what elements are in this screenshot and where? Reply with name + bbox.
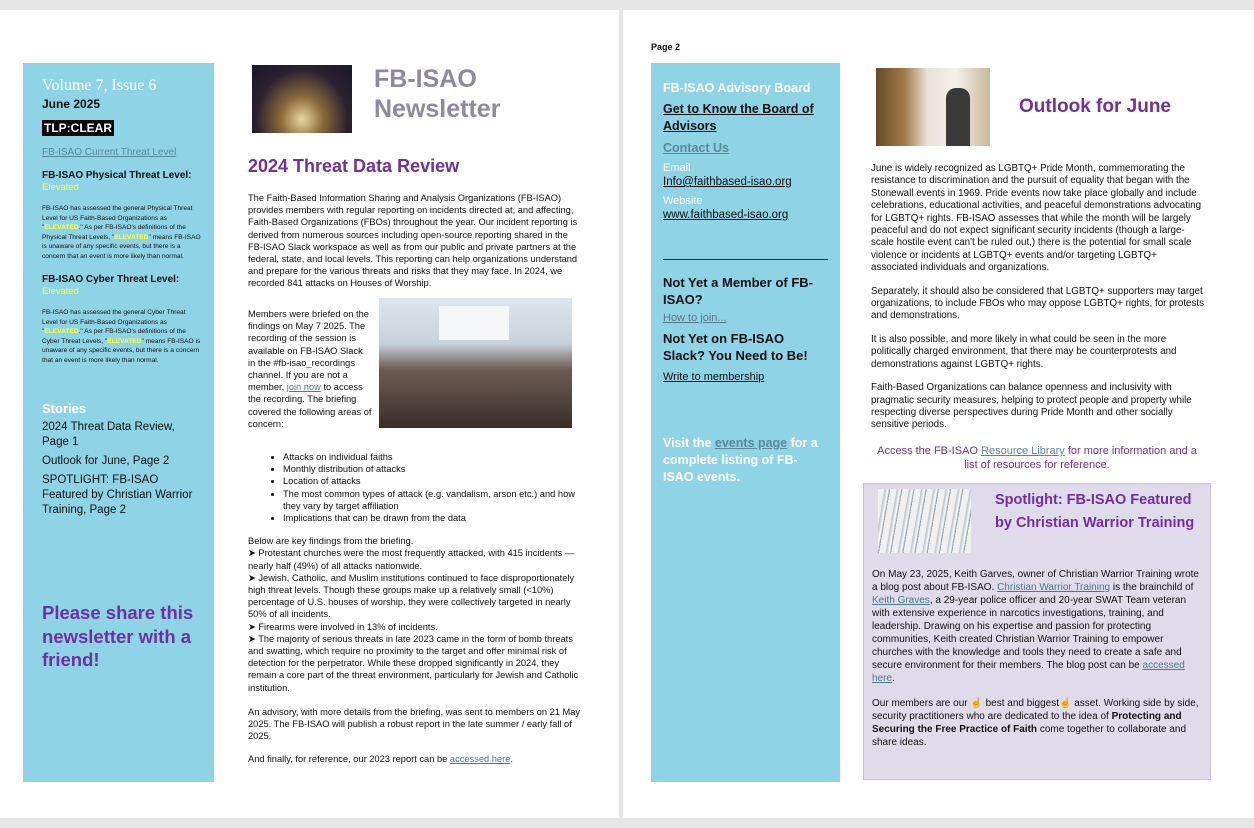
note-highlight: ELEVATED (107, 337, 142, 345)
newspapers-photo (878, 489, 971, 553)
note-highlight: ELEVATED (44, 328, 79, 335)
keith-graves-link[interactable]: Keith Graves (872, 595, 930, 606)
newsletter-page-1 (0, 10, 619, 818)
list-item: • Location of attacks (283, 475, 582, 487)
finally-text: And finally, for reference, our 2023 report can be (248, 754, 450, 765)
spotlight-text: . (892, 673, 895, 684)
note-text: " means FB-ISAO is unaware of any specific events, but there is a concern that an event is more likely than normal. (42, 233, 201, 260)
outlook-body (871, 163, 1205, 443)
spotlight-text: best and biggest (982, 698, 1059, 709)
briefing-text: Members were briefed on the findings on May 7 2025. The recording of the session is available on FB-ISAO Slack in the #fb-isao_recordings channel. If you are not a member, (248, 309, 369, 393)
article-title: 2024 Threat Data Review (248, 156, 460, 176)
outlook-paragraph: Faith-Based Organizations can balance openness and inclusivity with pragmatic security measures, helping to protect people and property while respecting diverse perspectives during Pride Month and other socially sensitive periods. (871, 382, 1192, 431)
resource-library-callout (871, 444, 1203, 472)
briefing-text: to access the recording. The briefing covered the following areas of concern: (248, 382, 372, 429)
volume-issue: Volume 7, Issue 6 (42, 77, 157, 94)
visit-events (663, 435, 828, 486)
page1-sidebar (23, 63, 214, 782)
page2-sidebar (651, 63, 840, 782)
sidebar-divider (663, 259, 828, 260)
finding-item: ➤ Protestant churches were the most frequently attacked, with 415 incidents — nearly half (49%) of all attacks nationwide. (248, 548, 575, 571)
finding-item: ➤ The majority of serious threats in late 2023 came in the form of bomb threats and swatting, which require no proximity to the target and offer minimal risk of detection for the perpetrator. While these dropped significantly in 2024, they remain a core part of the threat environment, particularly for Jewish and Catholic institution. (248, 633, 579, 693)
blog-accessed-here-link[interactable]: accessed here (872, 660, 1185, 684)
page-number: Page 2 (651, 42, 681, 52)
newsletter-page-2 (623, 10, 1254, 818)
spotlight-paragraph (872, 568, 1206, 685)
spotlight-text: is the brainchild of (1110, 582, 1194, 593)
tlp-badge: TLP:CLEAR (44, 121, 112, 135)
finally-text: . (510, 754, 513, 765)
christian-warrior-link[interactable]: Christian Warrior Training (997, 582, 1111, 593)
finally-paragraph (248, 753, 582, 765)
contact-link[interactable]: Contact Us (663, 141, 729, 155)
person-figure (946, 88, 970, 146)
outlook-paragraph: Separately, it should also be considered that LGBTQ+ supporters may target organizations, to include FBOs who may oppose LGBTQ+ rights, for protests and demonstrations. (871, 285, 1204, 322)
list-item: • Implications that can be drawn from the data (283, 512, 582, 524)
spotlight-paragraph (872, 697, 1206, 749)
note-text: FB-ISAO has assessed the general Cyber Threat Level for US Faith-Based Organizations as " (42, 309, 186, 335)
events-page-link[interactable]: events page (714, 436, 788, 450)
how-to-join-link[interactable]: How to join... (663, 312, 727, 324)
open-book-logo-image (252, 65, 352, 133)
spotlight-box (863, 483, 1211, 780)
share-callout: Please share this newsletter with a friend! (42, 602, 194, 670)
current-threat-link[interactable]: FB-ISAO Current Threat Level (42, 147, 177, 158)
presentation-screen (439, 306, 509, 340)
slack-heading: Not Yet on FB-ISAO Slack? You Need to Be! (663, 331, 808, 363)
outlook-paragraph: It is also possible, and more likely in what could be seen in the more politically charged environment, that there may be counterprotests and demonstrations against LGBTQ+ rights. (871, 333, 1177, 370)
note-text: ." As per FB-ISAO's definitions of the Cyber Threat Levels, " (42, 328, 186, 345)
logo-line: Newsletter (374, 95, 501, 123)
spotlight-title: Spotlight: FB-ISAO Featured by Christian Warrior Training (995, 492, 1195, 531)
list-item: • The most common types of attack (e.g. vandalism, arson etc.) and how they vary by target affiliation (283, 488, 582, 512)
finding-item: ➤ Jewish, Catholic, and Muslim institutions continued to face disproportionately high threat levels. Though these groups make up a relatively small (<10%) percentage of U.S. houses of worship, they were collectively targeted in nearly 50% of all incidents. (248, 572, 575, 620)
spotlight-text: On May 23, 2025, Keith Garves, owner of Christian Warrior Training wrote a blog post about FB-ISAO. (872, 569, 1199, 593)
accessed-here-link[interactable]: accessed here (449, 754, 511, 765)
note-highlight: ELEVATED (44, 224, 79, 231)
logo-line: FB-ISAO (374, 65, 477, 93)
join-now-link[interactable]: join now (286, 382, 321, 393)
email-link[interactable]: Info@faithbased-isao.org (663, 176, 792, 188)
concerns-list (248, 451, 582, 524)
website-label: Website (663, 195, 703, 207)
spotlight-body (872, 568, 1206, 761)
finding-item: ➤ Firearms were involved in 13% of incidents. (248, 621, 438, 632)
note-text: FB-ISAO has assessed the general Physical Threat Level for US Faith-Based Organizations as " (42, 205, 193, 231)
findings-intro: Below are key findings from the briefing. (248, 536, 414, 547)
newsletter-logo-text (374, 64, 500, 124)
meeting-photo (379, 298, 572, 428)
story-item: SPOTLIGHT: FB-ISAO Featured by Christian Warrior Training, Page 2 (42, 474, 193, 516)
list-item: • Attacks on individual faiths (283, 451, 582, 463)
article-intro (248, 192, 582, 301)
board-link[interactable]: Get to Know the Board of Advisors (663, 102, 814, 133)
access-text: Access the FB-ISAO (877, 445, 982, 457)
email-label: Email (663, 162, 691, 174)
advisory-board-heading: FB-ISAO Advisory Board (663, 81, 811, 95)
library-photo (876, 68, 990, 146)
spotlight-bold: Protecting and Securing the Free Practice of Faith (872, 711, 1182, 735)
note-text: ." As per FB-ISAO's definitions of the Physical Threat Levels, " (42, 224, 186, 241)
story-item: 2024 Threat Data Review, Page 1 (42, 421, 175, 448)
article-body (248, 451, 582, 777)
cyber-threat-heading: FB-ISAO Cyber Threat Level: (42, 274, 180, 285)
website-link[interactable]: www.faithbased-isao.org (663, 209, 789, 221)
list-item: • Monthly distribution of attacks (283, 463, 582, 475)
issue-date: June 2025 (42, 97, 101, 111)
hand-icon: ☝ (1059, 698, 1072, 709)
physical-threat-note (42, 204, 202, 261)
outlook-paragraph: June is widely recognized as LGBTQ+ Pride Month, commemorating the resistance to discrimination and the pursuit of equality that began with the Stonewall events in 1969. Pride events now take place globally and include celebrations, educational activities, and peaceful demonstrations advocating for LGBTQ+ rights. FB-ISAO assesses that while the month will be largely peaceful and do not expect significant security incidents (though a large-scale hostile event can't be ruled out,) there is the potential for small scale violence or incidents at LGBTQ+ events and/or targeting LGBTQ+ associated individuals and organizations. (871, 163, 1202, 274)
member-heading: Not Yet a Member of FB-ISAO? (663, 275, 814, 307)
outlook-title: Outlook for June (1019, 96, 1171, 117)
spotlight-text: asset. Working side by side, security practitioners who are dedicated to the idea of (872, 698, 1199, 722)
visit-text: Visit the (663, 436, 715, 450)
write-membership-link[interactable]: Write to membership (663, 371, 765, 383)
advisory-paragraph: An advisory, with more details from the briefing, was sent to members on 21 May 2025. The FB-ISAO will publish a robust report in the late summer / early fall of 2025. (248, 706, 581, 742)
story-item: Outlook for June, Page 2 (42, 455, 170, 467)
spotlight-text: , a 29-year police officer and 20-year SWAT Team veteran with extensive experience in narcotics investigations, training, and leadership. Drawing on his expertise and passion for protecting communities, Keith created Christian Warrior Training to empower churches with the knowledge and tools they need to create a safe and secure environment for their members. The blog post can be (872, 595, 1187, 671)
stories-heading: Stories (42, 401, 87, 416)
physical-threat-heading: FB-ISAO Physical Threat Level: (42, 170, 192, 181)
hand-icon: ☝ (970, 698, 983, 709)
physical-threat-level: Elevated (42, 182, 79, 193)
spotlight-text: Our members are our (872, 698, 971, 709)
cyber-threat-level: Elevated (42, 286, 79, 297)
note-highlight: ELEVATED (114, 233, 149, 241)
briefing-paragraph (248, 308, 372, 430)
visit-text: for a complete listing of FB-ISAO events. (663, 436, 818, 484)
spotlight-text: come together to collaborate and share ideas. (872, 724, 1187, 748)
access-text: for more information and a list of resources for reference. (964, 445, 1197, 471)
cyber-threat-note (42, 308, 202, 365)
intro-paragraph: The Faith-Based Information Sharing and Analysis Organizations (FB-ISAO) provides members with regular reporting on incidents directed at, and affecting, Faith-Based Organizations (FBOs) throughout the year. Our incident reporting is derived from numerous sources including open-source reporting shared in the FB-ISAO Slack workspace as well as from our public and private partners at the federal, state, and local levels. This reporting can help organizations understand and prepare for the various threats and risks that they may face. In 2024, we recorded 841 attacks on Houses of Worship. (248, 193, 578, 289)
resource-library-link[interactable]: Resource Library (981, 445, 1065, 457)
note-text: " means FB-ISAO is unaware of any specific events, but there is a concern that an event is more likely than normal. (42, 337, 201, 364)
